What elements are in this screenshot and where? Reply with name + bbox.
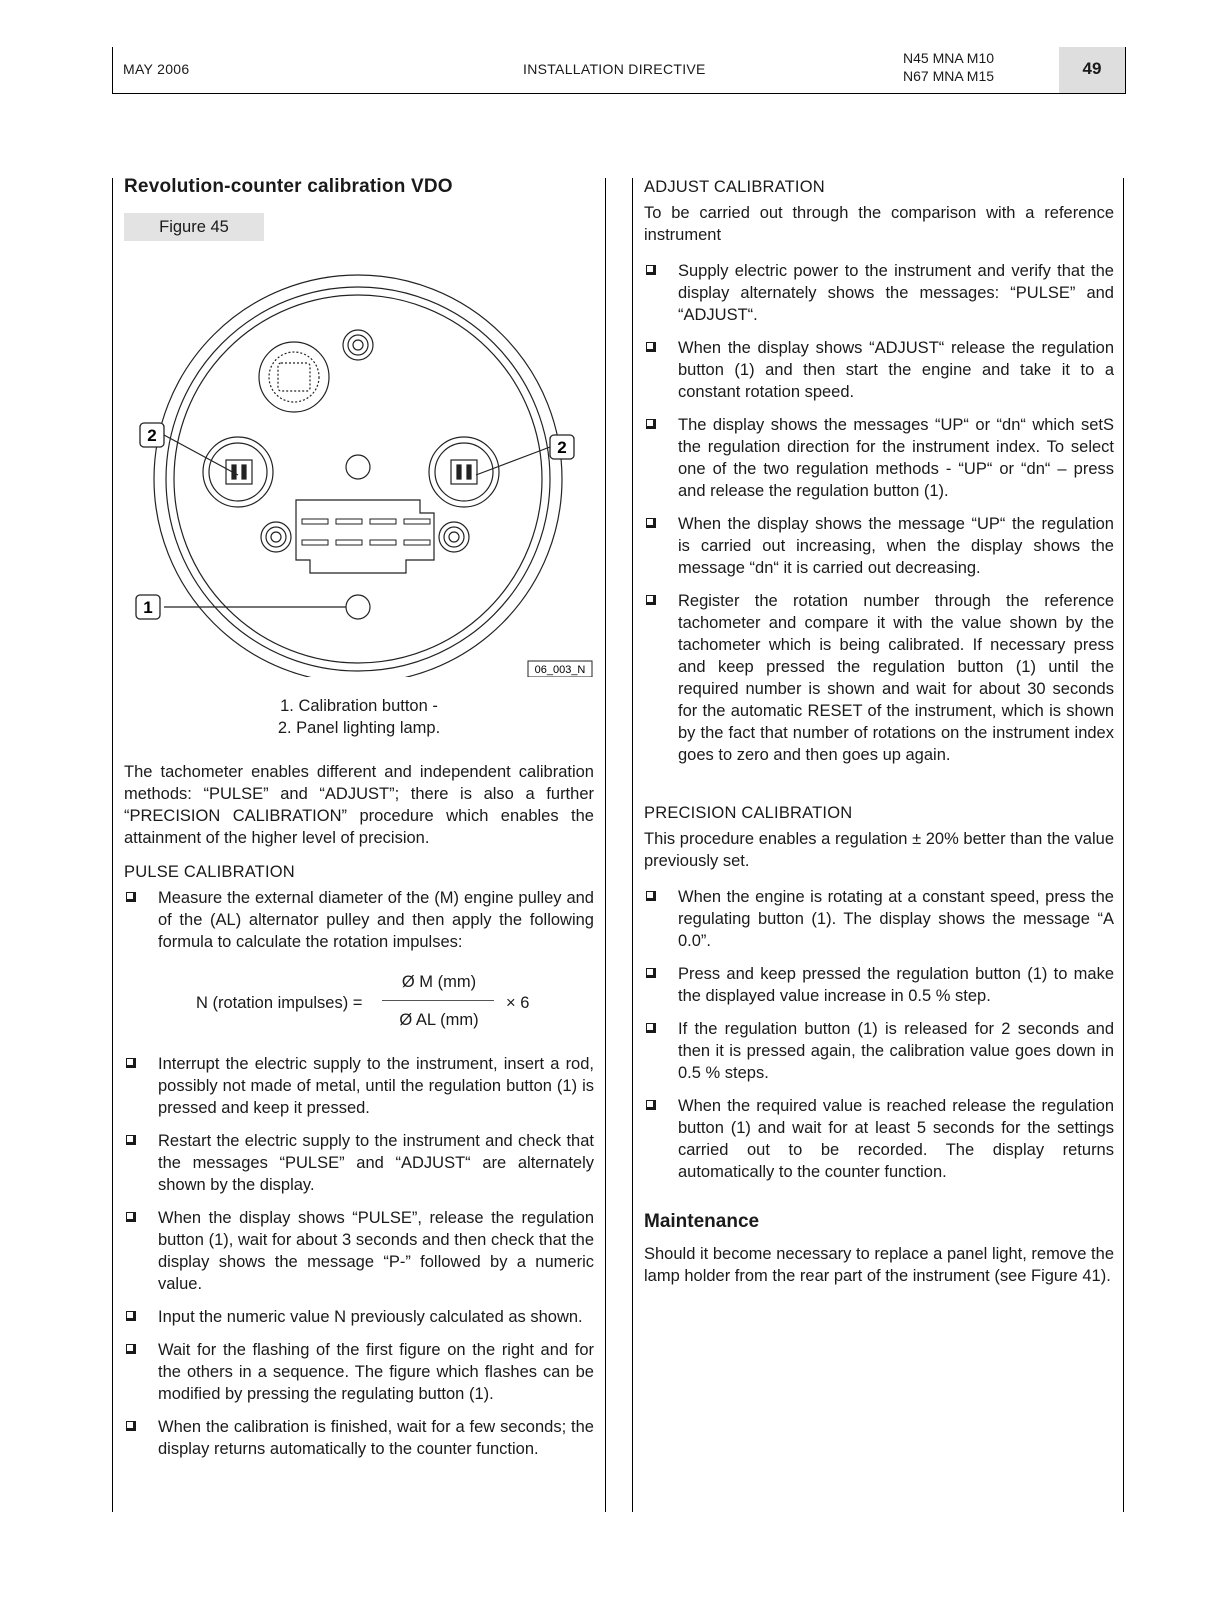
formula-lhs: N (rotation impulses) = — [196, 994, 363, 1012]
column-rule-middle-2 — [632, 178, 633, 1512]
list-item-text: Wait for the flashing of the first figure on the right and for the others in a sequence. The figure which flashes can be modified by pressing the regulating button (1). — [158, 1341, 594, 1403]
connector — [296, 500, 434, 573]
list-item-text: When the required value is reached release the regulation button (1) and wait for at least 5 seconds for the settings carried out to be recorded. The display returns automatically to the counter function. — [678, 1097, 1114, 1181]
header-model-line: N45 MNA M10 — [903, 50, 995, 66]
callout-2-left: 2 — [147, 426, 157, 445]
intro-paragraph: The tachometer enables different and independent calibration methods: “PULSE” and “ADJUST”; there is also a further “PRECISION CALIBRATION” procedure which enables the attainment of the higher level of precision. — [124, 763, 594, 847]
checkbox-bullet-icon — [126, 1212, 136, 1222]
caption-line: 2. Panel lighting lamp. — [277, 719, 441, 737]
list-item-text: Press and keep pressed the regulation button (1) to make the displayed value increase in 0.5 % step. — [678, 965, 1114, 1005]
callout-1: 1 — [143, 598, 153, 617]
left-column — [124, 176, 594, 1471]
rotation-formula — [124, 967, 594, 1045]
precision-intro: This procedure enables a regulation ± 20% better than the value previously set. — [644, 830, 1114, 870]
pulse-steps-list — [124, 1053, 594, 1460]
caption-line: 1. Calibration button - — [280, 697, 438, 715]
list-item — [124, 1339, 594, 1405]
checkbox-bullet-icon — [646, 342, 656, 352]
header-date: MAY 2006 — [123, 61, 190, 77]
checkbox-bullet-icon — [646, 891, 656, 901]
maintenance-paragraph: Should it become necessary to replace a panel light, remove the lamp holder from the rear part of the instrument (see Figure 41). — [644, 1245, 1114, 1285]
adjust-steps-list — [644, 260, 1114, 766]
list-item — [644, 337, 1114, 403]
list-item — [124, 1130, 594, 1196]
checkbox-bullet-icon — [126, 1135, 136, 1145]
list-item — [644, 260, 1114, 326]
section-title: Revolution-counter calibration VDO — [124, 176, 453, 197]
subsection-title: PRECISION CALIBRATION — [644, 804, 853, 822]
list-item-text: When the calibration is finished, wait for a few seconds; the display returns automatically to the counter function. — [158, 1418, 594, 1458]
maintenance-title: Maintenance — [644, 1211, 760, 1232]
list-item-text: When the engine is rotating at a constant speed, press the regulating button (1). The display shows the message “A 0.0”. — [678, 888, 1114, 950]
formula-fraction-bar — [382, 1000, 494, 1001]
list-item-text: When the display shows “ADJUST“ release the regulation button (1) and then start the engine and take it to a constant rotation speed. — [678, 339, 1114, 401]
checkbox-bullet-icon — [646, 595, 656, 605]
callout-2-right: 2 — [557, 438, 567, 457]
checkbox-bullet-icon — [126, 892, 136, 902]
list-item — [124, 1207, 594, 1295]
list-item — [644, 513, 1114, 579]
checkbox-bullet-icon — [646, 265, 656, 275]
checkbox-bullet-icon — [126, 1421, 136, 1431]
checkbox-bullet-icon — [646, 518, 656, 528]
list-item-text: When the display shows “PULSE”, release the regulation button (1), wait for about 3 seconds and then check that the display shows the message “P-” followed by a numeric value. — [158, 1209, 594, 1293]
list-item-text: Restart the electric supply to the instrument and check that the messages “PULSE” and “ADJUST“ are alternately shown by the display. — [158, 1132, 594, 1194]
list-item — [124, 1416, 594, 1460]
lamp-holder-left — [203, 437, 273, 507]
formula-multiplier: × 6 — [506, 994, 530, 1012]
page-number: 49 — [1059, 47, 1125, 93]
header-models — [903, 49, 994, 85]
column-rule-right — [1123, 178, 1124, 1512]
checkbox-bullet-icon — [646, 419, 656, 429]
list-item-text: Measure the external diameter of the (M) engine pulley and of the (AL) alternator pulley and then apply the following formula to calculate the rotation impulses: — [158, 889, 594, 951]
precision-steps-list — [644, 886, 1114, 1183]
list-item — [644, 886, 1114, 952]
list-item — [124, 1306, 594, 1328]
pulse-list — [124, 887, 594, 953]
lamp-holder-right — [429, 437, 499, 507]
list-item-text: The display shows the messages “UP“ or “dn“ which setS the regulation direction for the instrument index. To select one of the two regulation methods - “UP“ or “dn“ – press and release the regulation button (1). — [678, 416, 1114, 500]
list-item — [644, 963, 1114, 1007]
figure-caption — [124, 695, 594, 739]
calibration-button — [346, 595, 370, 619]
checkbox-bullet-icon — [646, 968, 656, 978]
subsection-title: ADJUST CALIBRATION — [644, 178, 825, 196]
tachometer-rear-diagram — [124, 257, 594, 677]
right-column — [644, 176, 1114, 1287]
list-item-text: Interrupt the electric supply to the instrument, insert a rod, possibly not made of metal, until the regulation button (1) is pressed and keep it pressed. — [158, 1055, 594, 1117]
page-header — [112, 47, 1126, 94]
header-title: INSTALLATION DIRECTIVE — [523, 61, 706, 77]
list-item-text: Input the numeric value N previously calculated as shown. — [158, 1308, 583, 1326]
list-item — [644, 590, 1114, 766]
list-item-text: If the regulation button (1) is released for 2 seconds and then it is pressed again, the calibration value goes down in 0.5 % steps. — [678, 1020, 1114, 1082]
list-item-text: Register the rotation number through the reference tachometer and compare it with the value shown by the tachometer which is being calibrated. If necessary press and keep pressed the regulation button (1) until the required number is shown and wait for about 30 seconds for the automatic RESET of the instrument, which is shown by the fact that number of rotations on the instrument index goes to zero and then goes up again. — [678, 592, 1114, 764]
column-rule-middle — [605, 178, 606, 1512]
list-item — [644, 414, 1114, 502]
column-rule-left — [112, 178, 113, 1512]
formula-denominator: Ø AL (mm) — [399, 1011, 479, 1029]
list-item-text: When the display shows the message “UP“ the regulation is carried out increasing, when the display shows the message “dn“ it is carried out decreasing. — [678, 515, 1114, 577]
checkbox-bullet-icon — [126, 1311, 136, 1321]
formula-numerator: Ø M (mm) — [401, 973, 477, 991]
checkbox-bullet-icon — [646, 1100, 656, 1110]
list-item — [124, 887, 594, 953]
checkbox-bullet-icon — [126, 1058, 136, 1068]
checkbox-bullet-icon — [126, 1344, 136, 1354]
list-item — [124, 1053, 594, 1119]
list-item — [644, 1095, 1114, 1183]
subsection-title: PULSE CALIBRATION — [124, 863, 295, 881]
list-item-text: Supply electric power to the instrument and verify that the display alternately shows the messages: “PULSE” and “ADJUST“. — [678, 262, 1114, 324]
list-item — [644, 1018, 1114, 1084]
figure-code: 06_003_N — [534, 664, 586, 676]
checkbox-bullet-icon — [646, 1023, 656, 1033]
header-model-line: N67 MNA M15 — [903, 68, 995, 84]
adjust-intro: To be carried out through the comparison with a reference instrument — [644, 204, 1114, 244]
figure-label: Figure 45 — [124, 213, 264, 241]
